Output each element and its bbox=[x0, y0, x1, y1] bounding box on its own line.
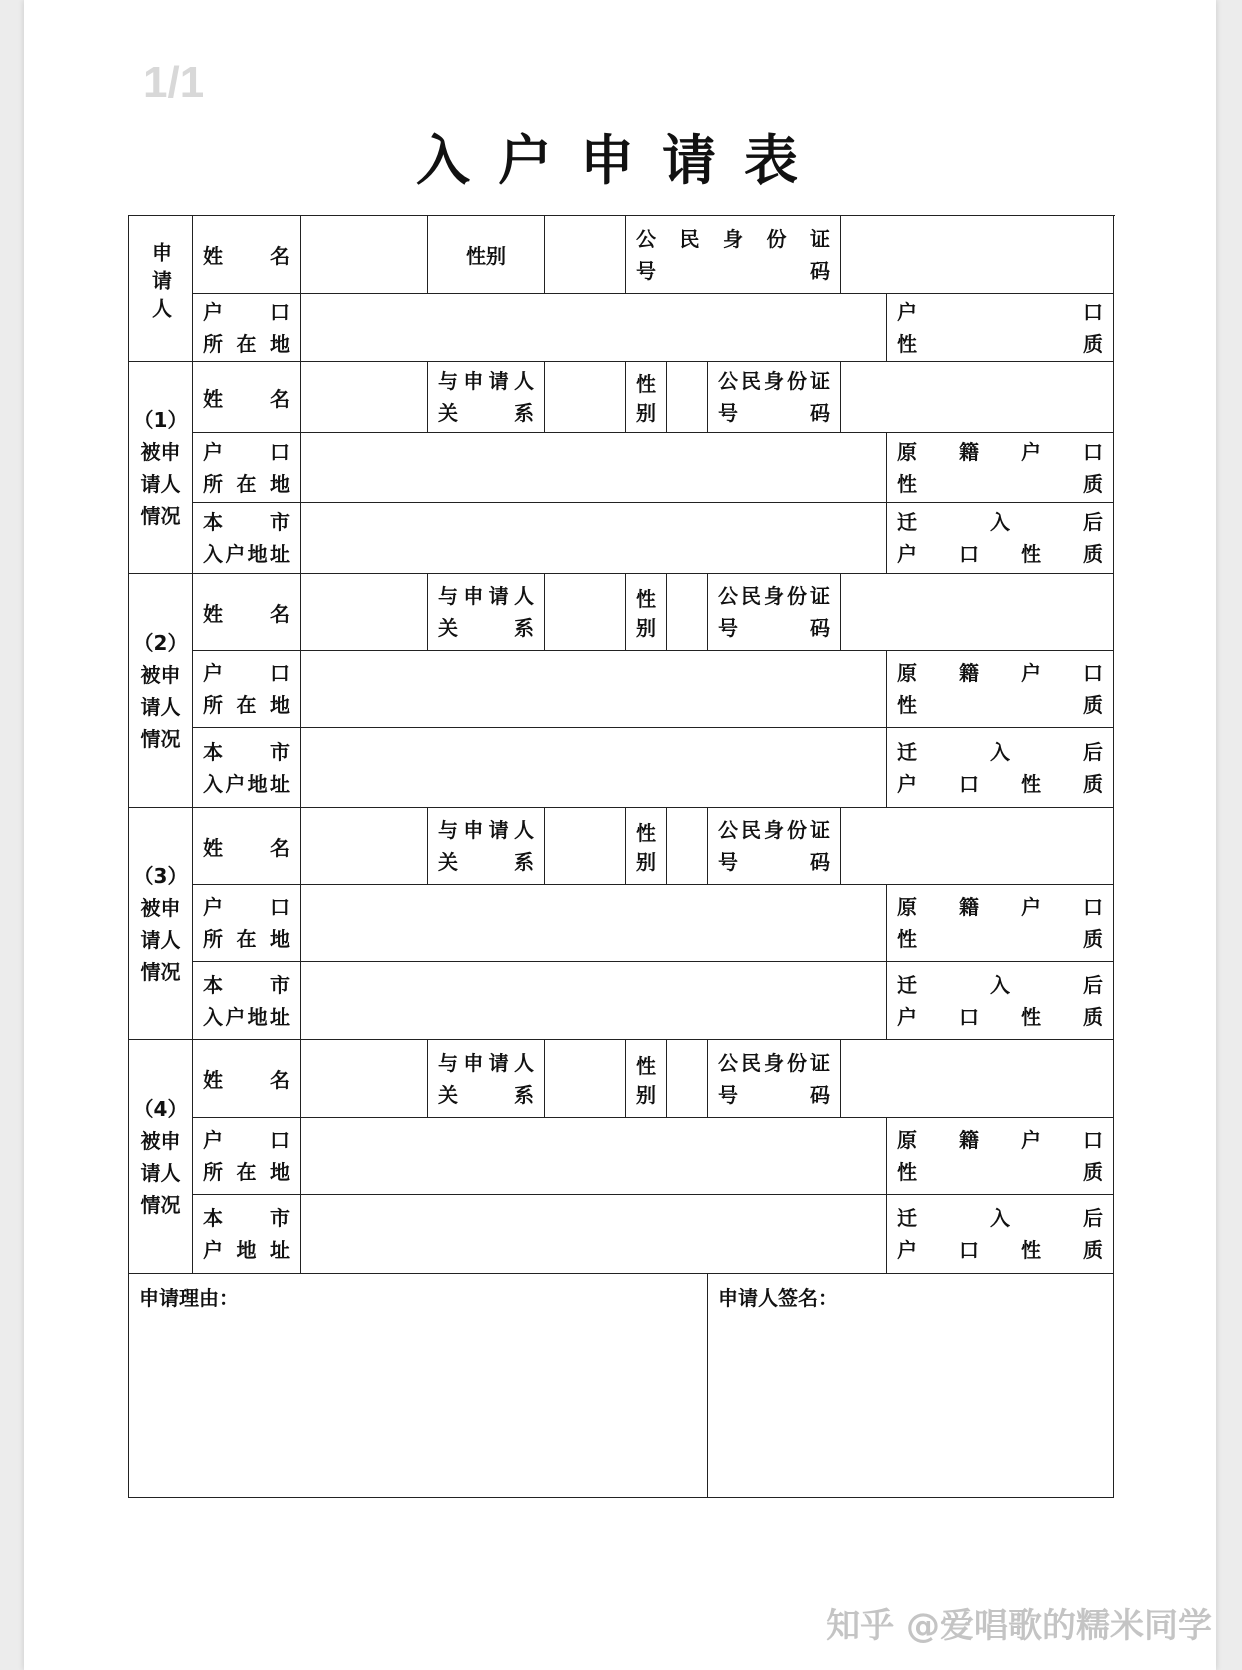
id-number-label: 公民身份证 号 码 bbox=[708, 574, 841, 651]
dependent-name-field[interactable] bbox=[301, 1040, 428, 1118]
dependent-name-label: 姓 名 bbox=[193, 1040, 301, 1118]
relation-label: 与申请人 关 系 bbox=[428, 808, 545, 885]
id-number-label: 公民身份证 号 码 bbox=[708, 808, 841, 885]
dependent-name-field[interactable] bbox=[301, 362, 428, 433]
after-hukou-type-label: 迁入后 户口性质 bbox=[887, 1195, 1114, 1274]
hukou-location-label: 户 口 所在地 bbox=[193, 294, 301, 362]
city-address-field[interactable] bbox=[301, 728, 887, 808]
id-number-field[interactable] bbox=[841, 574, 1114, 651]
gender-field[interactable] bbox=[667, 1040, 708, 1118]
dependent-4-row-2 bbox=[129, 1118, 1114, 1195]
reason-signature-row bbox=[129, 1274, 1114, 1498]
dependent-name-label: 姓 名 bbox=[193, 574, 301, 651]
name-field[interactable] bbox=[301, 216, 428, 294]
gender-label: 性 别 bbox=[626, 574, 667, 651]
city-address-field[interactable] bbox=[301, 962, 887, 1040]
dependent-name-label: 姓 名 bbox=[193, 808, 301, 885]
id-number-label: 公民身份证 号 码 bbox=[626, 216, 841, 294]
gender-field[interactable] bbox=[667, 808, 708, 885]
dependent-2-row-1 bbox=[129, 574, 1114, 651]
form-title: 入户申请表 bbox=[416, 129, 826, 192]
id-number-label: 公民身份证 号 码 bbox=[708, 1040, 841, 1118]
dependent-3-row-2 bbox=[129, 885, 1114, 962]
hukou-location-field[interactable] bbox=[301, 1118, 887, 1195]
relation-field[interactable] bbox=[545, 574, 626, 651]
city-address-field[interactable] bbox=[301, 1195, 887, 1274]
hukou-location-field[interactable] bbox=[301, 651, 887, 728]
dependent-4-group-label: （4） 被申 请人 情况 bbox=[129, 1040, 193, 1274]
city-address-label: 本 市 入户地址 bbox=[193, 503, 301, 574]
orig-hukou-type-label: 原籍户口 性 质 bbox=[887, 433, 1114, 503]
id-number-field[interactable] bbox=[841, 808, 1114, 885]
dependent-1-row-2 bbox=[129, 433, 1114, 503]
hukou-location-label: 户 口 所在地 bbox=[193, 1118, 301, 1195]
name-label: 姓 名 bbox=[193, 216, 301, 294]
applicant-group-text: 申请人 bbox=[148, 242, 173, 326]
gender-field[interactable] bbox=[545, 216, 626, 294]
application-form-table bbox=[128, 215, 1114, 1498]
hukou-location-field[interactable] bbox=[301, 885, 887, 962]
dependent-name-label: 姓 名 bbox=[193, 362, 301, 433]
gender-label: 性 别 bbox=[626, 808, 667, 885]
hukou-location-label: 户 口 所在地 bbox=[193, 885, 301, 962]
hukou-location-field[interactable] bbox=[301, 433, 887, 503]
relation-label: 与申请人 关 系 bbox=[428, 1040, 545, 1118]
id-number-field[interactable] bbox=[841, 216, 1114, 294]
signature-label: 申请人签名： bbox=[718, 1286, 838, 1310]
applicant-group-label bbox=[129, 216, 193, 362]
gender-label: 性别 bbox=[428, 216, 545, 294]
dependent-name-field[interactable] bbox=[301, 574, 428, 651]
after-hukou-type-label: 迁入后 户口性质 bbox=[887, 728, 1114, 808]
dependent-3-row-3 bbox=[129, 962, 1114, 1040]
reason-label: 申请理由： bbox=[139, 1286, 239, 1310]
after-hukou-type-label: 迁入后 户口性质 bbox=[887, 962, 1114, 1040]
hukou-type-label: 户 口 性 质 bbox=[887, 294, 1114, 362]
gender-field[interactable] bbox=[667, 362, 708, 433]
dependent-1-row-3 bbox=[129, 503, 1114, 574]
relation-field[interactable] bbox=[545, 362, 626, 433]
dependent-3-group-label: （3） 被申 请人 情况 bbox=[129, 808, 193, 1040]
dependent-1-row-1 bbox=[129, 362, 1114, 433]
watermark: 知乎 @爱唱歌的糯米同学 bbox=[826, 1606, 1212, 1646]
hukou-location-field[interactable] bbox=[301, 294, 887, 362]
after-hukou-type-label: 迁入后 户口性质 bbox=[887, 503, 1114, 574]
dependent-4-row-3 bbox=[129, 1195, 1114, 1274]
dependent-2-row-2 bbox=[129, 651, 1114, 728]
dependent-3-row-1 bbox=[129, 808, 1114, 885]
orig-hukou-type-label: 原籍户口 性 质 bbox=[887, 885, 1114, 962]
dependent-2-row-3 bbox=[129, 728, 1114, 808]
page-indicator: 1/1 bbox=[143, 58, 205, 107]
dependent-4-row-1 bbox=[129, 1040, 1114, 1118]
relation-field[interactable] bbox=[545, 808, 626, 885]
relation-label: 与申请人 关 系 bbox=[428, 574, 545, 651]
applicant-row-2 bbox=[129, 294, 1114, 362]
relation-label: 与申请人 关 系 bbox=[428, 362, 545, 433]
city-address-label: 本 市 入户地址 bbox=[193, 728, 301, 808]
city-address-field[interactable] bbox=[301, 503, 887, 574]
hukou-location-label: 户 口 所在地 bbox=[193, 433, 301, 503]
orig-hukou-type-label: 原籍户口 性 质 bbox=[887, 651, 1114, 728]
gender-field[interactable] bbox=[667, 574, 708, 651]
gender-label: 性 别 bbox=[626, 1040, 667, 1118]
relation-field[interactable] bbox=[545, 1040, 626, 1118]
city-address-label: 本 市 户地址 bbox=[193, 1195, 301, 1274]
dependent-name-field[interactable] bbox=[301, 808, 428, 885]
id-number-field[interactable] bbox=[841, 362, 1114, 433]
reason-field[interactable] bbox=[129, 1274, 708, 1498]
applicant-row-1 bbox=[129, 216, 1114, 294]
dependent-2-group-label: （2） 被申 请人 情况 bbox=[129, 574, 193, 808]
dependent-1-group-label: （1） 被申 请人 情况 bbox=[129, 362, 193, 574]
city-address-label: 本 市 入户地址 bbox=[193, 962, 301, 1040]
id-number-field[interactable] bbox=[841, 1040, 1114, 1118]
orig-hukou-type-label: 原籍户口 性 质 bbox=[887, 1118, 1114, 1195]
signature-field[interactable] bbox=[708, 1274, 1114, 1498]
hukou-location-label: 户 口 所在地 bbox=[193, 651, 301, 728]
gender-label: 性 别 bbox=[626, 362, 667, 433]
id-number-label: 公民身份证 号 码 bbox=[708, 362, 841, 433]
